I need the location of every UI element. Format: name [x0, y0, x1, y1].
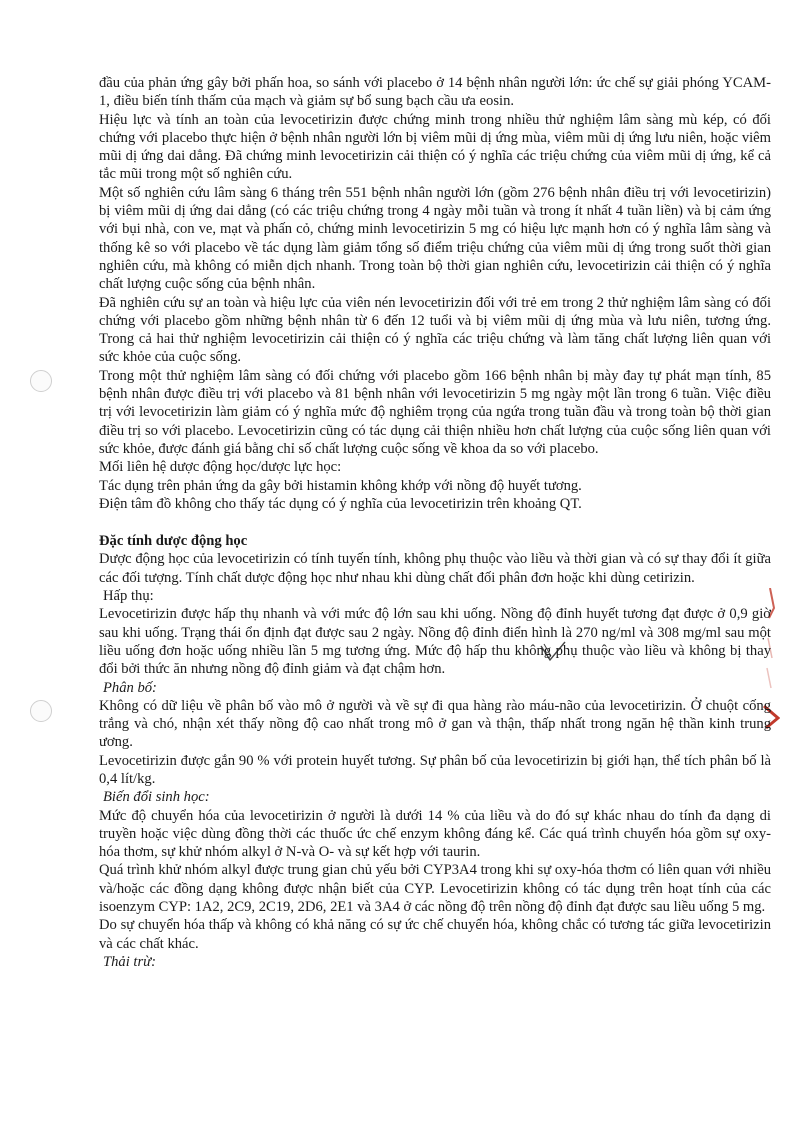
- paragraph: Do sự chuyển hóa thấp và không có khả năng có sự ức chế chuyển hóa, không chắc có tương tác giữa levocetirizin và các chất khác.: [99, 917, 771, 952]
- paragraph: Tác dụng trên phản ứng da gây bởi histamin không khớp với nồng độ huyết tương.: [99, 477, 582, 494]
- subsection-label: Hấp thụ:: [103, 588, 154, 605]
- section-heading: Đặc tính dược động học: [99, 533, 248, 550]
- paragraph: Mối liên hệ dược động học/dược lực học:: [99, 459, 342, 476]
- paragraph: Không có dữ liệu về phân bố vào mô ở người và về sự đi qua hàng rào máu-não của levocetirizin. Ở chuột cống trắng và chó, nhận xét thấy nồng độ cao nhất trong mô ở gan và thận, thấp nhất trong ngăn hệ thần kinh trung ương.: [99, 697, 771, 751]
- paragraph: Levocetirizin được hấp thụ nhanh và với mức độ lớn sau khi uống. Nồng độ đỉnh huyết tương đạt được ở 0,9 giờ sau khi uống. Trạng thái ổn định đạt được sau 2 ngày. Nồng độ đỉnh điển hình là 270 ng/ml và 308 mg/ml sau một liều uống đơn hoặc uống nhiều lần 5 mg tương ứng. Mức độ hấp thu không phụ thuộc vào liều và không bị thay đổi bởi thức ăn nhưng nồng độ đỉnh giảm và đạt chậm hơn.: [99, 606, 771, 678]
- paragraph: Một số nghiên cứu lâm sàng 6 tháng trên 551 bệnh nhân người lớn (gồm 276 bệnh nhân điều trị với levocetirizin) bị viêm mũi dị ứng dai dẳng (có các triệu chứng trong 4 ngày mỗi tuần và trong ít nhất 4 tuần liền) và bị cảm ứng với bụi nhà, con ve, mạt và phấn cỏ, chứng minh levocetirizin 5 mg có hiệu lực mạnh hơn có ý nghĩa lâm sàng và thống kê so với placebo về tác dụng làm giảm tổng số điểm triệu chứng của viêm mũi dị ứng trong suốt thời gian nghiên cứu, mà không có miễn dịch nhanh. Trong toàn bộ thời gian nghiên cứu, levocetirizin cải thiện có ý nghĩa chất lượng cuộc sống của bệnh nhân.: [99, 184, 771, 293]
- paragraph: đầu của phản ứng gây bởi phấn hoa, so sánh với placebo ở 14 bệnh nhân người lớn: ức chế sự giải phóng YCAM-1, điều biến tính thấm của mạch và giảm sự bổ sung bạch cầu ưa eosin.: [99, 75, 771, 110]
- punch-hole: [30, 370, 52, 392]
- punch-hole: [30, 700, 52, 722]
- paragraph: Levocetirizin được gắn 90 % với protein huyết tương. Sự phân bố của levocetirizin bị giới hạn, thể tích phân bố là 0,4 lít/kg.: [99, 752, 771, 787]
- subsection-label: Phân bố:: [103, 679, 157, 696]
- paragraph: Điện tâm đồ không cho thấy tác dụng có ý nghĩa của levocetirizin trên khoảng QT.: [99, 495, 582, 512]
- paragraph: Dược động học của levocetirizin có tính tuyến tính, không phụ thuộc vào liều và thời gian và có sự thay đổi ít giữa các đối tượng. Tính chất dược động học như nhau khi dùng chất đối phân đơn hoặc khi dùng cetirizin.: [99, 551, 771, 586]
- paragraph: Đã nghiên cứu sự an toàn và hiệu lực của viên nén levocetirizin đối với trẻ em trong 2 thử nghiệm lâm sàng có đối chứng với placebo gồm những bệnh nhân từ 6 đến 12 tuổi và bị viêm mũi dị ứng mùa và lưu niên, tương ứng. Trong cả hai thử nghiệm levocetirizin cải thiện có ý nghĩa các triệu chứng và làm tăng chất lượng liên quan với sức khỏe của cuộc sống.: [99, 294, 771, 366]
- paragraph: Trong một thử nghiệm lâm sàng có đối chứng với placebo gồm 166 bệnh nhân bị mày đay tự phát mạn tính, 85 bệnh nhân được điều trị với placebo và 81 bệnh nhân với levocetirizin 5 mg ngày một lần trong 6 tuần. Việc điều trị với levocetirizin làm giảm có ý nghĩa mức độ nghiêm trọng của ngứa trong tuần đầu và trong toàn bộ thời gian điều trị so với placebo. Levocetirizin cũng có tác dụng cải thiện nhiều hơn chất lượng của cuộc sống liên quan với sức khỏe, được đánh giá bằng chỉ số chất lượng cuộc sống về khoa da so với placebo.: [99, 367, 771, 457]
- subsection-label: Biến đổi sinh học:: [103, 789, 210, 806]
- paragraph: Hiệu lực và tính an toàn của levocetirizin được chứng minh trong nhiều thử nghiệm lâm sàng mù kép, có đối chứng với placebo thực hiện ở bệnh nhân người lớn bị viêm mũi dị ứng mùa, viêm mũi dị ứng lưu niên, hoặc viêm mũi dị ứng dai dẳng. Đã chứng minh levocetirizin cải thiện có ý nghĩa các triệu chứng của viêm mũi dị ứng, kể cả tắc mũi trong một số nghiên cứu.: [99, 111, 771, 183]
- section-gap: [99, 513, 771, 532]
- paragraph: Quá trình khử nhóm alkyl được trung gian chủ yếu bởi CYP3A4 trong khi sự oxy-hóa thơm có liên quan với nhiều và/hoặc các đồng dạng không được nhận biết của CYP. Levocetirizin không có tác dụng trên hoạt tính của các isoenzym CYP: 1A2, 2C9, 2C19, 2D6, 2E1 và 3A4 ở các nồng độ trên nồng độ đỉnh đạt được sau liều uống 5 mg.: [99, 862, 771, 916]
- document-body: [99, 74, 771, 971]
- subsection-label: Thải trừ:: [103, 953, 156, 970]
- paragraph: Mức độ chuyển hóa của levocetirizin ở người là dưới 14 % của liều và do đó sự khác nhau do tính đa dạng di truyền hoặc việc dùng đồng thời các thuốc ức chế enzym không đáng kể. Các quá trình chuyển hóa gồm sự oxy-hóa thơm, sự khử nhóm alkyl ở N-và O- và sự kết hợp với taurin.: [99, 807, 771, 861]
